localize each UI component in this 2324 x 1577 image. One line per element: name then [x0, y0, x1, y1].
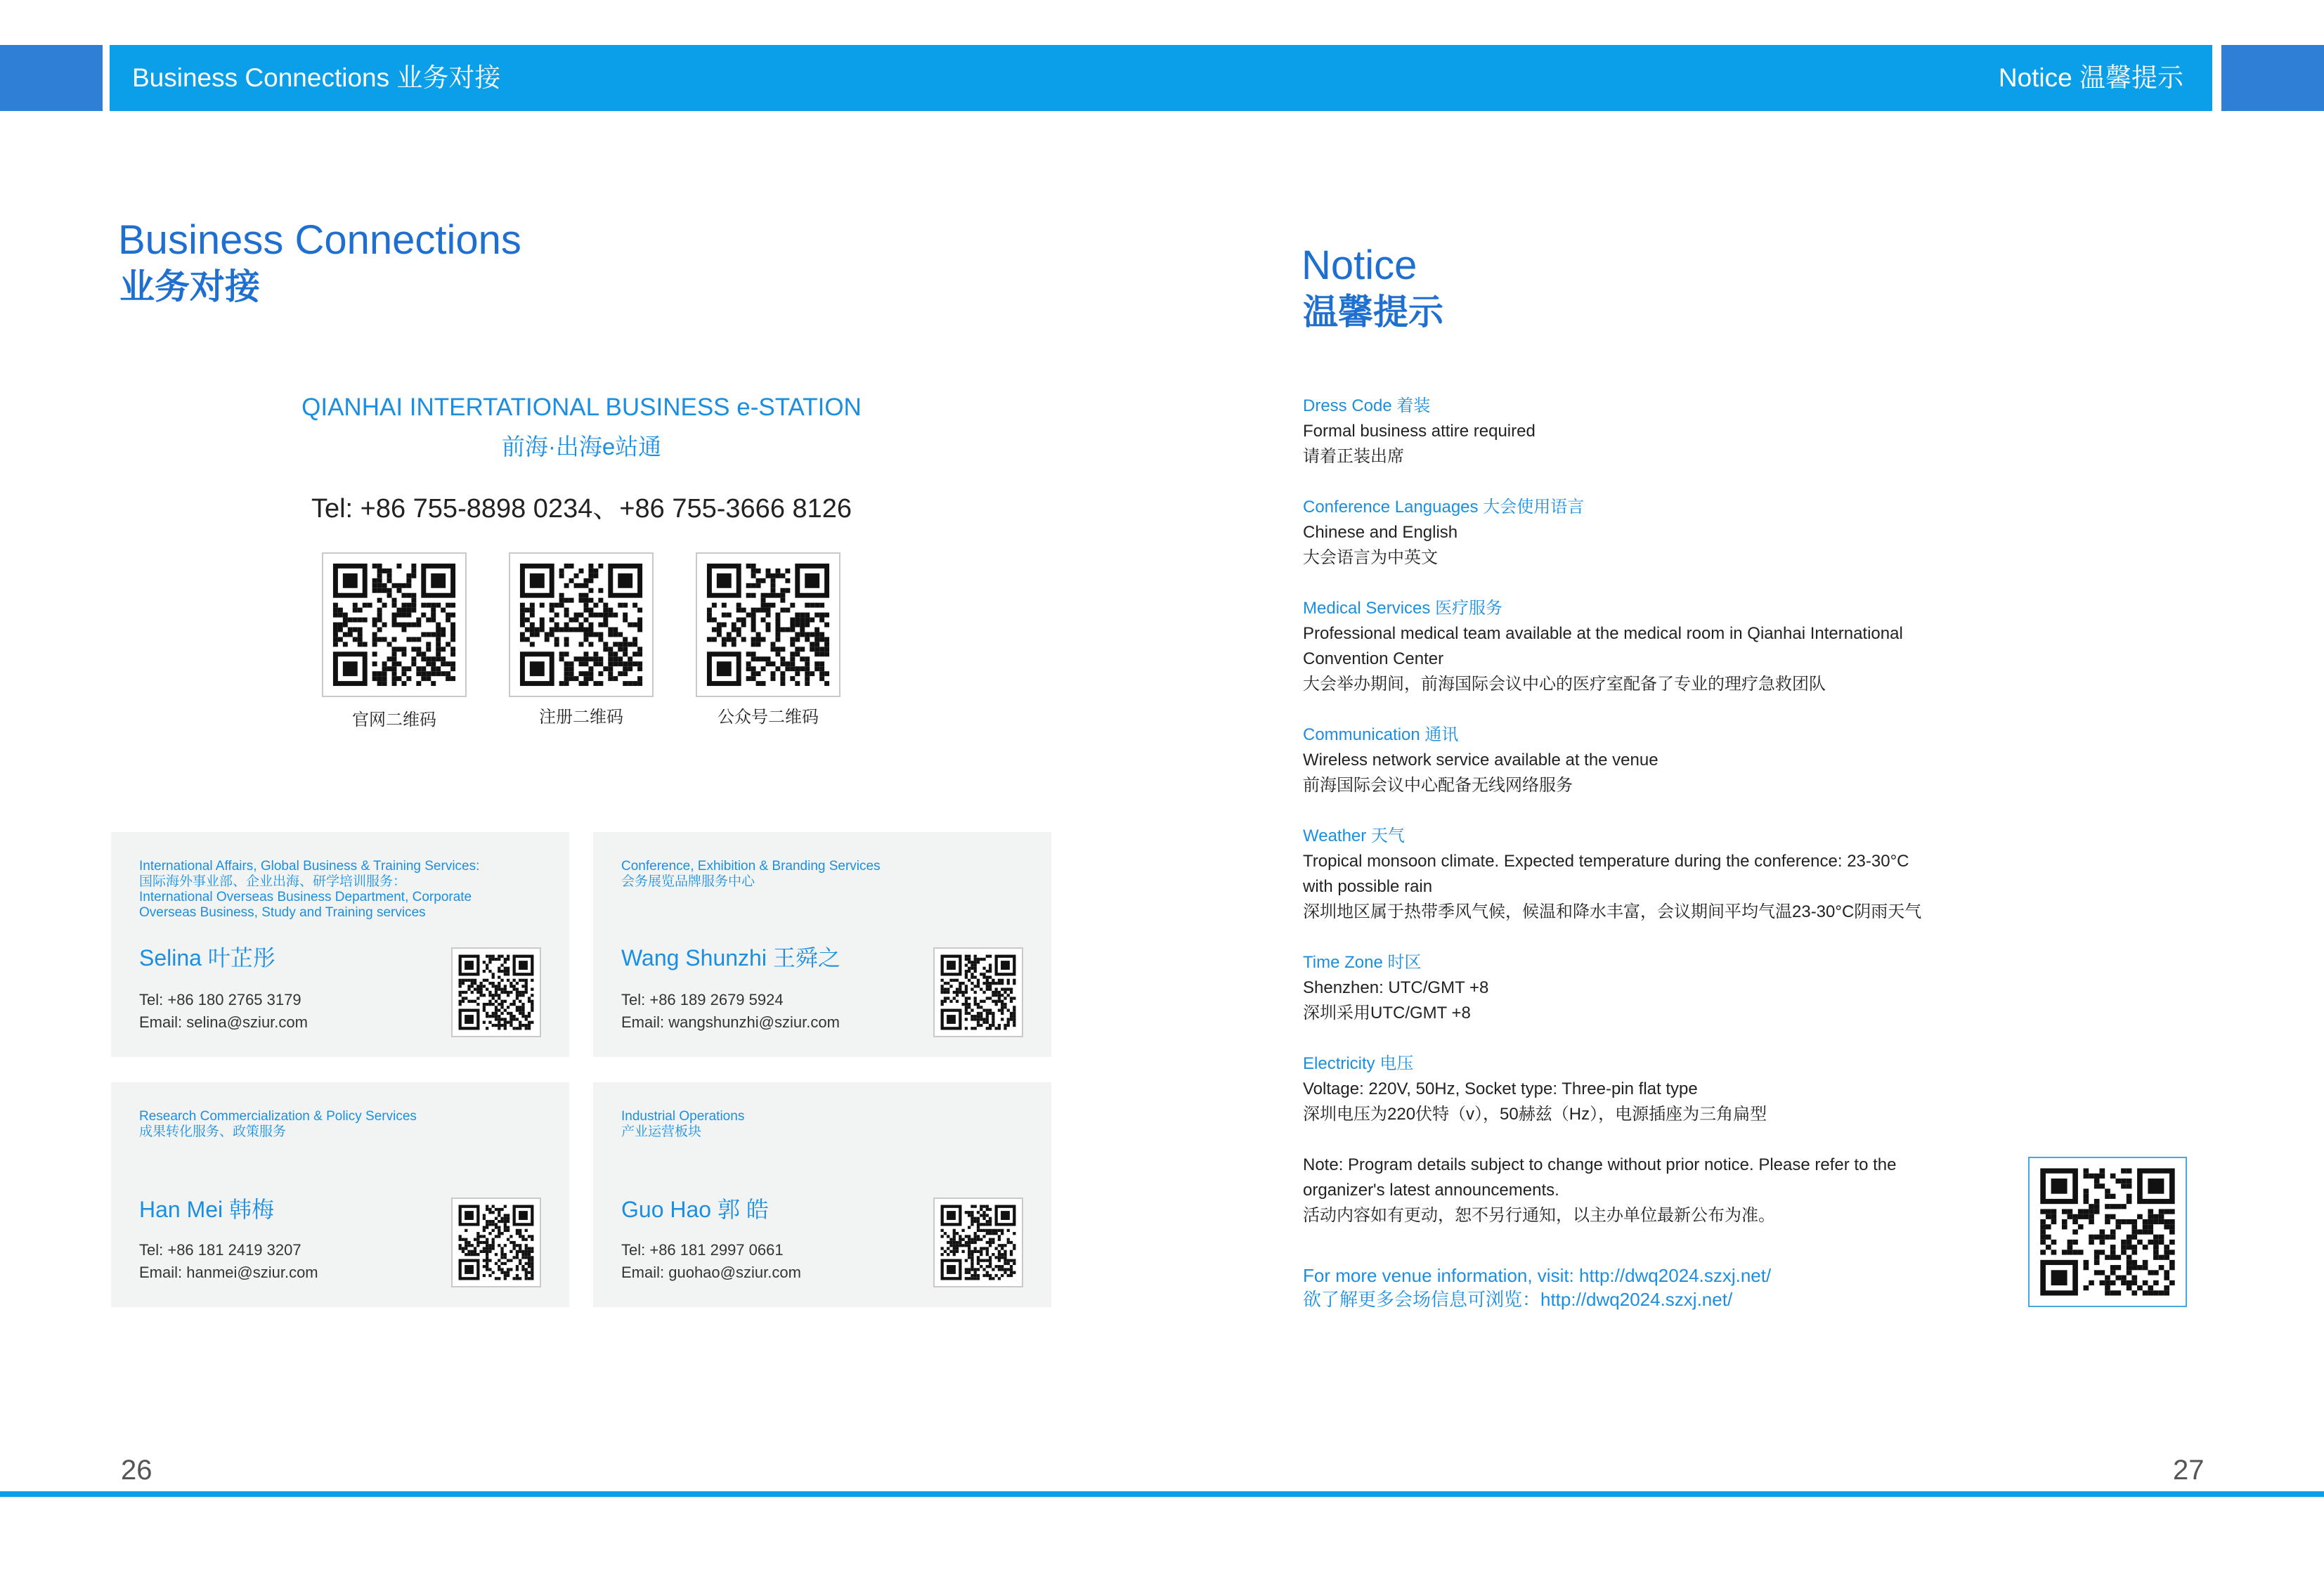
notice-item-dress-code — [1303, 394, 1536, 469]
card-tel: Tel: +86 189 2679 5924 — [621, 991, 784, 1008]
notice-text: Professional medical team available at the medical room in Qianhai International — [1303, 624, 1903, 643]
notice-text: 深圳地区属于热带季风气候，候温和降水丰富，会议期间平均气温23-30°C阴雨天气 — [1303, 902, 1922, 921]
qr-pattern — [453, 1199, 540, 1286]
contact-card — [593, 832, 1051, 1057]
qr-caption-website: 官网二维码 — [352, 710, 436, 729]
header-left-title: Business Connections 业务对接 — [132, 63, 501, 92]
notice-text: 前海国际会议中心配备无线网络服务 — [1303, 776, 1573, 795]
header-left-block — [0, 45, 103, 111]
venue-qr-code[interactable] — [2028, 1157, 2187, 1307]
notice-title: Notice — [1301, 242, 1417, 288]
notice-note — [1303, 1153, 1896, 1228]
card-qr-code[interactable] — [451, 1198, 541, 1287]
notice-text: Voltage: 220V, 50Hz, Socket type: Three-pin flat type — [1303, 1079, 1698, 1098]
notice-item-electricity — [1303, 1051, 1767, 1127]
contact-card — [593, 1082, 1051, 1307]
notice-heading: Conference Languages 大会使用语言 — [1303, 498, 1585, 517]
note-text: organizer's latest announcements. — [1303, 1181, 1559, 1200]
qr-pattern — [697, 554, 839, 696]
qr-pattern — [935, 949, 1022, 1036]
card-qr-code[interactable] — [933, 1198, 1023, 1287]
qr-code-website[interactable] — [322, 552, 467, 697]
footer-line — [0, 1491, 2324, 1497]
card-tel: Tel: +86 181 2997 0661 — [621, 1241, 784, 1259]
notice-text: 大会语言为中英文 — [1303, 548, 1438, 567]
notice-text: Chinese and English — [1303, 523, 1458, 542]
qr-pattern — [510, 554, 652, 696]
qr-pattern — [935, 1199, 1022, 1286]
page-number-right: 27 — [2173, 1455, 2205, 1486]
card-name: Han Mei 韩梅 — [139, 1197, 275, 1222]
notice-text: 请着正装出席 — [1303, 447, 1404, 466]
notice-item-time-zone — [1303, 950, 1488, 1026]
header-right-title: Notice 温馨提示 — [1998, 63, 2183, 92]
card-email: Email: wangshunzhi@sziur.com — [621, 1013, 840, 1031]
qr-code-official-account[interactable] — [696, 552, 840, 697]
station-tel: Tel: +86 755-8898 0234、+86 755-3666 8126 — [311, 494, 852, 524]
notice-heading: Time Zone 时区 — [1303, 953, 1422, 972]
contact-card — [111, 1082, 569, 1307]
header-right-block — [2221, 45, 2324, 111]
qr-caption-official-account: 公众号二维码 — [718, 708, 819, 727]
note-text: Note: Program details subject to change without prior notice. Please refer to the — [1303, 1155, 1897, 1174]
card-qr-code[interactable] — [451, 947, 541, 1037]
notice-item-communication — [1303, 722, 1658, 798]
notice-item-languages — [1303, 495, 1584, 571]
qr-pattern — [323, 554, 465, 696]
page-title-cn: 业务对接 — [119, 267, 260, 306]
card-department: Industrial Operations 产业运营板块 — [621, 1109, 745, 1139]
qr-pattern — [2030, 1158, 2186, 1306]
card-department: Research Commercialization & Policy Services 成果转化服务、政策服务 — [139, 1109, 417, 1139]
page-number-left: 26 — [121, 1455, 152, 1486]
card-email: Email: guohao@sziur.com — [621, 1264, 801, 1281]
qr-pattern — [453, 949, 540, 1036]
card-name: Guo Hao 郭 皓 — [621, 1197, 769, 1222]
card-tel: Tel: +86 180 2765 3179 — [139, 991, 301, 1008]
note-text: 活动内容如有更动，恕不另行通知，以主办单位最新公布为准。 — [1303, 1206, 1775, 1225]
card-department: International Affairs, Global Business & Training Services: 国际海外事业部、企业出海、研学培训服务： International Overseas Business Department, Corporate Overseas Business, Study and Training services — [139, 859, 480, 920]
station-name: QIANHAI INTERTATIONAL BUSINESS e-STATION — [301, 394, 862, 421]
notice-text: Shenzhen: UTC/GMT +8 — [1303, 978, 1489, 997]
card-tel: Tel: +86 181 2419 3207 — [139, 1241, 301, 1259]
notice-text: Tropical monsoon climate. Expected temperature during the conference: 23-30°C — [1303, 852, 1909, 871]
notice-heading: Medical Services 医疗服务 — [1303, 599, 1503, 618]
notice-text: Convention Center — [1303, 649, 1444, 668]
card-name: Selina 叶芷彤 — [139, 945, 275, 971]
notice-heading: Electricity 电压 — [1303, 1054, 1414, 1073]
notice-text: 深圳采用UTC/GMT +8 — [1303, 1004, 1471, 1023]
notice-text: Wireless network service available at the venue — [1303, 751, 1658, 770]
notice-item-weather — [1303, 824, 1921, 925]
card-department: Conference, Exhibition & Branding Services 会务展览品牌服务中心 — [621, 859, 881, 889]
notice-heading: Communication 通讯 — [1303, 725, 1459, 744]
venue-link-cn[interactable]: 欲了解更多会场信息可浏览：http://dwq2024.szxj.net/ — [1303, 1289, 1733, 1310]
venue-info — [1303, 1264, 1771, 1311]
card-qr-code[interactable] — [933, 947, 1023, 1037]
notice-text: 深圳电压为220伏特（v），50赫兹（Hz），电源插座为三角扁型 — [1303, 1105, 1767, 1124]
notice-heading: Dress Code 着装 — [1303, 396, 1431, 415]
qr-caption-register: 注册二维码 — [539, 708, 623, 727]
station-name-cn: 前海·出海e站通 — [501, 434, 662, 460]
notice-heading: Weather 天气 — [1303, 826, 1405, 845]
notice-text: with possible rain — [1303, 877, 1433, 896]
notice-item-medical — [1303, 596, 1903, 697]
contact-card — [111, 832, 569, 1057]
card-email: Email: selina@sziur.com — [139, 1013, 308, 1031]
qr-code-register[interactable] — [509, 552, 654, 697]
venue-link-en[interactable]: For more venue information, visit: http://dwq2024.szxj.net/ — [1303, 1265, 1772, 1286]
notice-text: Formal business attire required — [1303, 422, 1536, 441]
notice-title-cn: 温馨提示 — [1303, 292, 1443, 332]
page-title: Business Connections — [118, 217, 521, 263]
card-email: Email: hanmei@sziur.com — [139, 1264, 318, 1281]
notice-text: 大会举办期间，前海国际会议中心的医疗室配备了专业的理疗急救团队 — [1303, 675, 1826, 694]
card-name: Wang Shunzhi 王舜之 — [621, 945, 840, 971]
